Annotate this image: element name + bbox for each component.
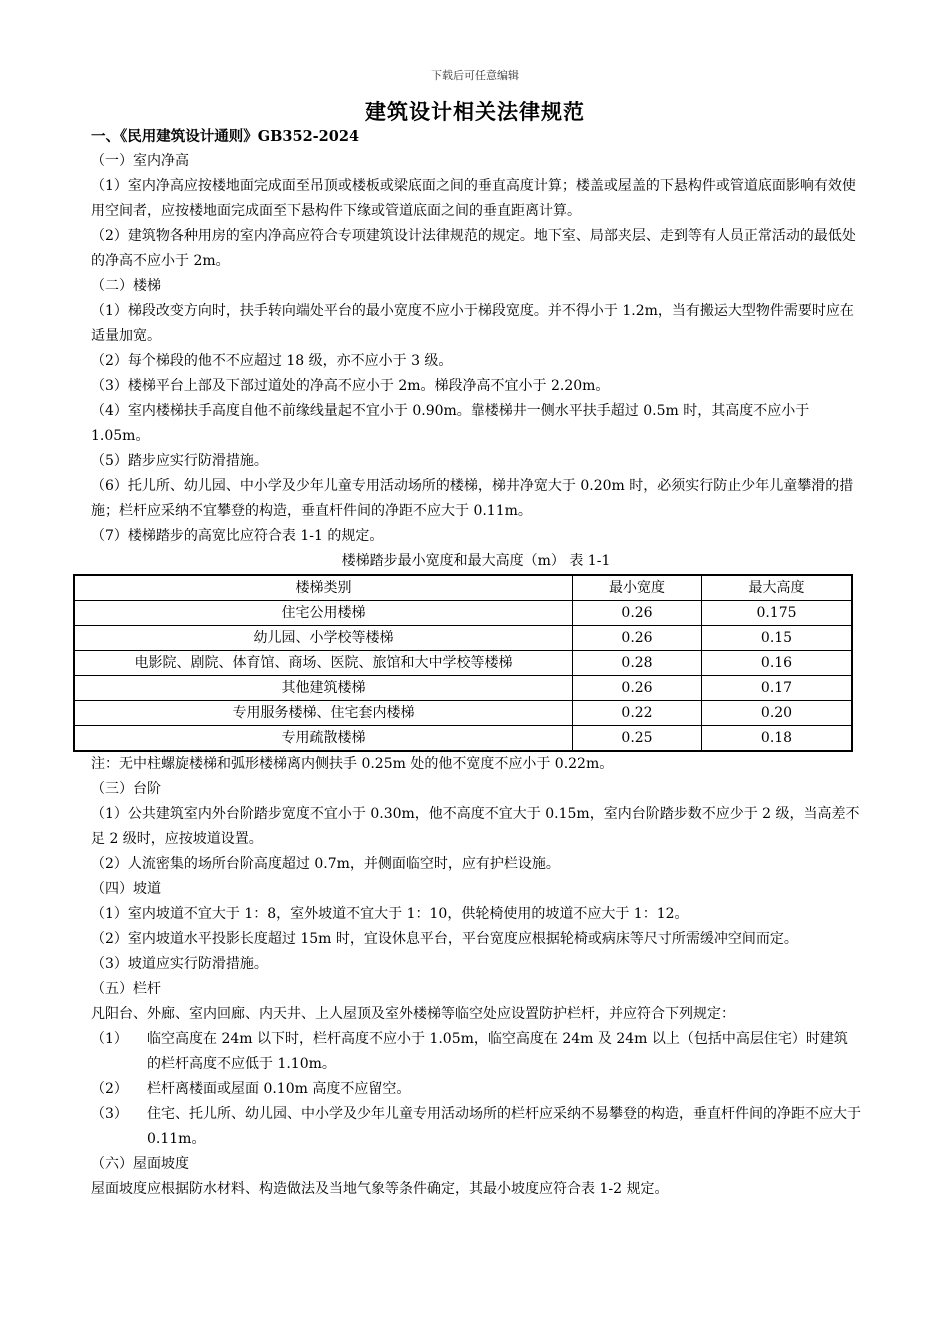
table-note: 注：无中柱螺旋楼梯和弧形楼梯离内侧扶手 0.25m 处的他不宽度不应小于 0.22m。 xyxy=(91,756,614,772)
section-title: 一、《民用建筑设计通则》GB352-2024 xyxy=(91,128,360,145)
table-cell: 电影院、剧院、体育馆、商场、医院、旅馆和大中学校等楼梯 xyxy=(74,651,573,676)
list-item-number: （2） xyxy=(91,1081,128,1097)
table-cell: 0.26 xyxy=(573,601,702,626)
table-row xyxy=(74,651,852,676)
paragraph: （3）坡道应实行防滑措施。 xyxy=(91,956,268,972)
table-header-cell: 楼梯类别 xyxy=(74,575,573,601)
stair-dimension-table xyxy=(73,574,853,752)
list-item-text: 临空高度在 24m 以下时，栏杆高度不应小于 1.05m，临空高度在 24m 及 24m 以上（包括中高层住宅）时建筑的栏杆高度不应低于 1.10m。 xyxy=(147,1031,848,1072)
header-note: 下载后可任意编辑 xyxy=(431,69,519,82)
paragraph: （4）室内楼梯扶手高度自他不前缘线量起不宜小于 0.90m。靠楼梯井一侧水平扶手超过 0.5m 时，其高度不应小于 1.05m。 xyxy=(91,403,810,444)
paragraph: （1）梯段改变方向时，扶手转向端处平台的最小宽度不应小于梯段宽度。并不得小于 1.2m，当有搬运大型物件需要时应在适量加宽。 xyxy=(91,303,854,344)
table-row xyxy=(74,626,852,651)
list-item-text: 住宅、托儿所、幼儿园、中小学及少年儿童专用活动场所的栏杆应采纳不易攀登的构造，垂直杆件间的净距不应大于 0.11m。 xyxy=(147,1106,861,1147)
document-body xyxy=(91,124,861,1202)
table-cell: 幼儿园、小学校等楼梯 xyxy=(74,626,573,651)
table-cell: 0.25 xyxy=(573,726,702,752)
table-row xyxy=(74,676,852,701)
paragraph: （2）室内坡道水平投影长度超过 15m 时，宜设休息平台，平台宽度应根据轮椅或病床等尺寸所需缓冲空间而定。 xyxy=(91,931,798,947)
paragraph: 屋面坡度应根据防水材料、构造做法及当地气象等条件确定，其最小坡度应符合表 1-2 规定。 xyxy=(91,1181,669,1197)
table-cell: 其他建筑楼梯 xyxy=(74,676,573,701)
paragraph: （1）公共建筑室内外台阶踏步宽度不宜小于 0.30m，他不高度不宜大于 0.15m，室内台阶踏步数不应少于 2 级，当高差不足 2 级时，应按坡道设置。 xyxy=(91,806,860,847)
table-header-cell: 最小宽度 xyxy=(573,575,702,601)
table-cell: 0.16 xyxy=(702,651,853,676)
table-cell: 0.26 xyxy=(573,626,702,651)
table-cell: 0.175 xyxy=(702,601,853,626)
list-item xyxy=(91,1027,861,1077)
paragraph: （2）建筑物各种用房的室内净高应符合专项建筑设计法律规范的规定。地下室、局部夹层、走到等有人员正常活动的最低处的净高不应小于 2m。 xyxy=(91,228,856,269)
paragraph: （5）踏步应实行防滑措施。 xyxy=(91,453,268,469)
table-cell: 住宅公用楼梯 xyxy=(74,601,573,626)
table-cell: 0.26 xyxy=(573,676,702,701)
paragraph: （2）每个梯段的他不不应超过 18 级，亦不应小于 3 级。 xyxy=(91,353,453,369)
table-cell: 0.28 xyxy=(573,651,702,676)
table-header-cell: 最大高度 xyxy=(702,575,853,601)
paragraph: （6）托儿所、幼儿园、中小学及少年儿童专用活动场所的楼梯，梯井净宽大于 0.20m 时，必须实行防止少年儿童攀滑的措施；栏杆应采纳不宜攀登的构造，垂直杆件间的净距不应大于 0.11m。 xyxy=(91,478,854,519)
subsection-heading: （五）栏杆 xyxy=(91,981,161,997)
subsection-heading: （二）楼梯 xyxy=(91,278,161,294)
table-cell: 专用疏散楼梯 xyxy=(74,726,573,752)
list-item-number: （1） xyxy=(91,1031,128,1047)
subsection-heading: （三）台阶 xyxy=(91,781,161,797)
list-item-text: 栏杆离楼面或屋面 0.10m 高度不应留空。 xyxy=(147,1081,411,1097)
paragraph: （3）楼梯平台上部及下部过道处的净高不应小于 2m。梯段净高不宜小于 2.20m。 xyxy=(91,378,610,394)
table-row xyxy=(74,701,852,726)
paragraph: 凡阳台、外廊、室内回廊、内天井、上人屋顶及室外楼梯等临空处应设置防护栏杆，并应符合下列规定： xyxy=(91,1006,735,1022)
subsection-heading: （六）屋面坡度 xyxy=(91,1156,189,1172)
subsection-heading: （四）坡道 xyxy=(91,881,161,897)
list-item xyxy=(91,1102,861,1152)
paragraph: （2）人流密集的场所台阶高度超过 0.7m，并侧面临空时，应有护栏设施。 xyxy=(91,856,560,872)
paragraph: （1）室内坡道不宜大于 1：8，室外坡道不宜大于 1：10，供轮椅使用的坡道不应大于 1：12。 xyxy=(91,906,689,922)
table-header-row xyxy=(74,575,852,601)
table-cell: 0.17 xyxy=(702,676,853,701)
table-cell: 0.20 xyxy=(702,701,853,726)
paragraph: （1）室内净高应按楼地面完成面至吊顶或楼板或梁底面之间的垂直高度计算；楼盖或屋盖的下悬构件或管道底面影响有效使用空间者，应按楼地面完成面至下悬构件下缘或管道底面之间的垂直距离计算。 xyxy=(91,178,856,219)
table-cell: 0.15 xyxy=(702,626,853,651)
paragraph: （7）楼梯踏步的高宽比应符合表 1-1 的规定。 xyxy=(91,528,384,544)
table-cell: 0.22 xyxy=(573,701,702,726)
table-row xyxy=(74,601,852,626)
list-item-number: （3） xyxy=(91,1106,128,1122)
subsection-heading: （一）室内净高 xyxy=(91,153,189,169)
table-cell: 0.18 xyxy=(702,726,853,752)
document-title: 建筑设计相关法律规范 xyxy=(365,99,585,124)
list-item xyxy=(91,1077,861,1102)
table-caption: 楼梯踏步最小宽度和最大高度（m） 表 1-1 xyxy=(341,553,611,569)
table-row xyxy=(74,726,852,752)
table-cell: 专用服务楼梯、住宅套内楼梯 xyxy=(74,701,573,726)
